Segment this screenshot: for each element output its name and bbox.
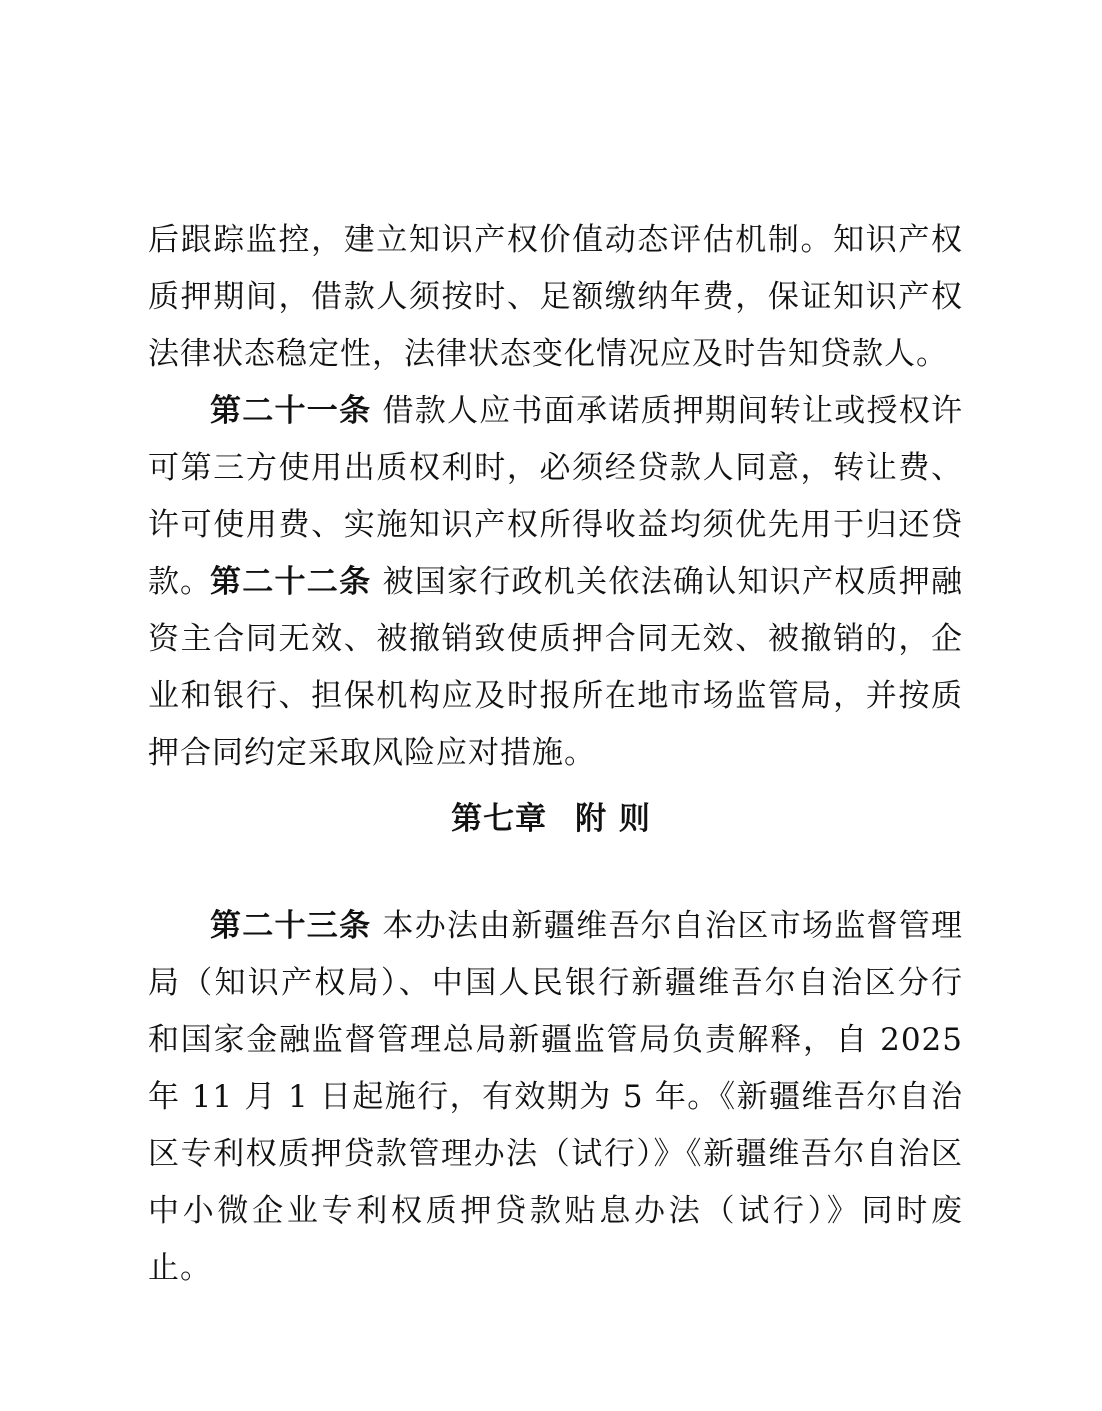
chapter-number: 第七章 xyxy=(451,801,548,837)
article-text: 被国家行政机关依法确认知识产权质押融资主合同无效、被撤销致使质押合同无效、被撤销的，企业和银行、担保机构应及时报所在地市场监管局，并按质押合同约定采取风险应对措施。 xyxy=(148,564,964,771)
article-22 xyxy=(148,554,963,782)
paragraph-text: 后跟踪监控，建立知识产权价值动态评估机制。知识产权质押期间，借款人须按时、足额缴纳年费，保证知识产权法律状态稳定性，法律状态变化情况应及时告知贷款人。 xyxy=(148,222,963,372)
article-number: 第二十一条 xyxy=(210,393,372,429)
chapter-title-text: 附 则 xyxy=(575,801,651,837)
article-text: 借款人应书面承诺质押期间转让或授权许可第三方使用出质权利时，必须经贷款人同意，转让费、许可使用费、实施知识产权所得收益均须优先用于归还贷款。 xyxy=(148,393,964,600)
paragraph-continuation xyxy=(148,212,963,383)
article-number: 第二十三条 xyxy=(210,908,372,944)
article-text: 本办法由新疆维吾尔自治区市场监督管理局（知识产权局）、中国人民银行新疆维吾尔自治区分行和国家金融监督管理总局新疆监管局负责解释，自 2025 年 11 月 1 日起施行，有效期为 5 年。《新疆维吾尔自治区专利权质押贷款管理办法（试行）》《新疆维吾尔自治区中小微企业专利权质押贷款贴息办法（试行）》同时废止。 xyxy=(148,908,964,1286)
article-number: 第二十二条 xyxy=(210,564,372,600)
chapter-heading xyxy=(0,797,1102,841)
article-23 xyxy=(148,898,963,1297)
